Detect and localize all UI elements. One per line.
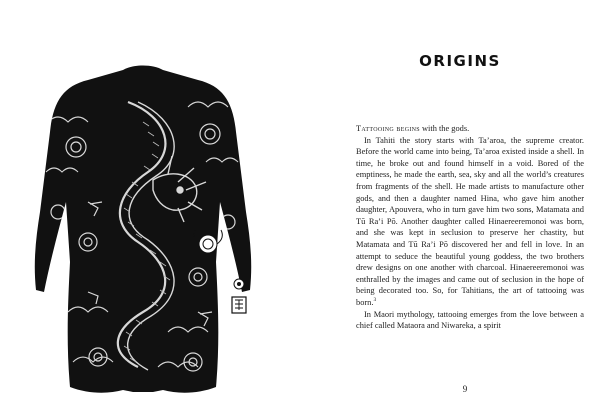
paragraph-2 — [356, 135, 584, 309]
paragraph-2-text: In Tahiti the story starts with Ta’aroa, the supreme creator. Before the world came into being, Ta’aroa existed inside a shell. In time, he broke out and found himself in a void. Bored of the emptiness, he made the earth, sea, sky and all the world’s creatures from fragments of the shell. He made artists to manufacture other gods, and then a daughter named Hina, who gave him another daughter, Apouvera, who in turn gave him two sons, Matamata and Tū Ra’i Pō. Another daughter called Hinaereeremonoi was born, and she was kept in seclusion to preserve her chastity, but Matamata and Tū Ra’i Pō discovered her and fell in love. In an attempt to seduce the beautiful young goddess, the two brothers drew designs on one another with charcoal. Hinaereeremonoi was enthralled by the images and came out of seclusion in the hope of being decorated too. So, for Tahitians, the art of tattooing was born. — [356, 135, 584, 307]
artist-seal — [232, 279, 246, 313]
page-number: 9 — [462, 384, 468, 394]
paragraph-3 — [356, 309, 584, 332]
chapter-title: ORIGINS — [419, 52, 501, 70]
paragraph-3-text: In Maori mythology, tattooing emerges from the love between a chief called Mataora and Niwareka, a spirit — [356, 309, 584, 331]
lead-small-caps: Tattooing begins — [356, 124, 420, 133]
body-text — [356, 123, 584, 332]
paragraph-1 — [356, 123, 584, 135]
footnote-mark: 3 — [373, 297, 377, 304]
tattoo-body-illustration — [28, 62, 258, 402]
body-silhouette — [35, 66, 251, 393]
paragraph-1-text: with the gods. — [419, 124, 470, 133]
